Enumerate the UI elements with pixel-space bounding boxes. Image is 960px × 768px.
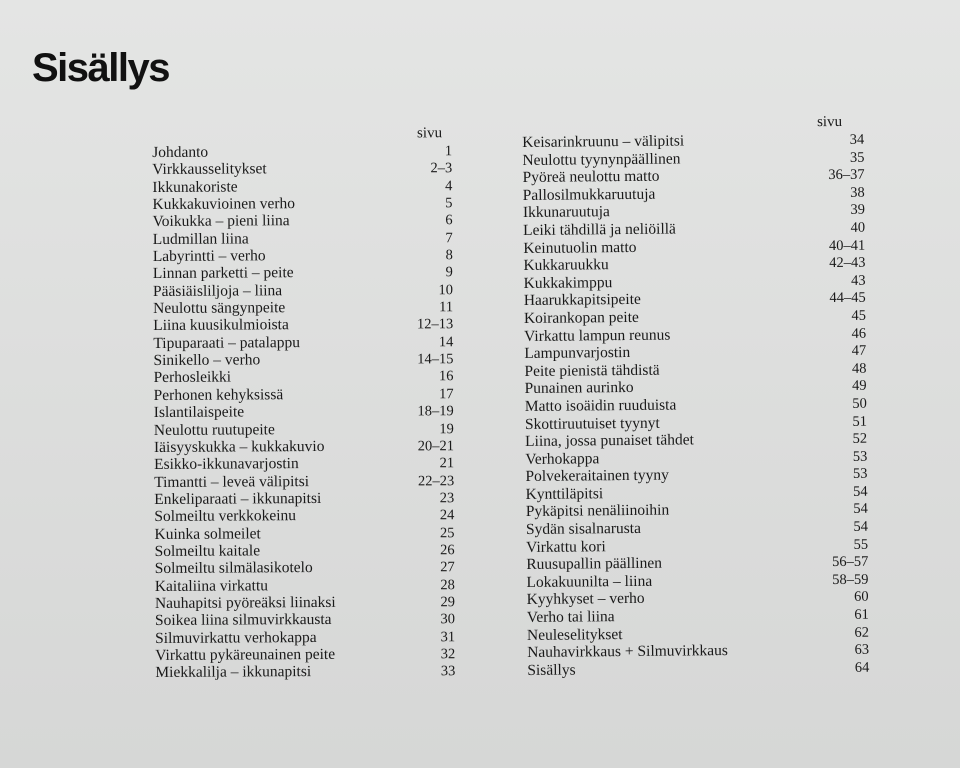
toc-entry — [154, 385, 454, 404]
toc-entry-title: Virkattu kori — [526, 537, 606, 556]
toc-entry — [153, 212, 453, 231]
toc-entry — [152, 177, 452, 196]
toc-entry-title: Soikea liina silmuvirkkausta — [154, 611, 332, 630]
toc-entry — [153, 333, 453, 352]
toc-entry-title: Sydän sisalnarusta — [525, 519, 641, 539]
toc-entry-title: Sinikello – verho — [153, 351, 261, 370]
toc-entry-page: 5 — [445, 195, 453, 212]
toc-entry-page: 22–23 — [417, 472, 455, 489]
toc-entry-title: Haarukkapitsipeite — [523, 291, 641, 310]
toc-entry — [152, 194, 452, 213]
toc-entry-title: Nauhapitsi pyöreäksi liinaksi — [154, 593, 336, 612]
toc-entry-title: Iäisyyskukka – kukkakuvio — [153, 437, 325, 456]
toc-entry-title: Linnan parketti – peite — [152, 264, 294, 283]
toc-entry — [155, 576, 455, 595]
toc-entry — [153, 246, 453, 265]
toc-entry-page: 7 — [445, 229, 453, 246]
toc-entry-page: 49 — [852, 378, 867, 395]
toc-entry — [523, 219, 865, 240]
toc-entry-page: 62 — [854, 624, 870, 641]
toc-entry — [527, 641, 869, 662]
toc-entry — [153, 229, 453, 248]
toc-entry-page: 29 — [440, 594, 455, 611]
toc-entry — [522, 131, 864, 152]
toc-entry — [154, 420, 454, 439]
toc-entry-title: Neulottu sängynpeite — [153, 299, 286, 318]
toc-entry-page: 26 — [440, 542, 455, 559]
toc-entry-page: 53 — [852, 465, 868, 483]
toc-entry-page: 1 — [444, 143, 453, 160]
toc-entry-title: Nauhavirkkaus + Silmuvirkkaus — [527, 642, 728, 662]
toc-entry-title: Kukkakimppu — [523, 273, 613, 292]
toc-entry — [155, 541, 455, 560]
toc-entry — [154, 506, 454, 525]
toc-entry-title: Pallosilmukkaruutuja — [522, 185, 656, 204]
toc-entry-title: Johdanto — [152, 143, 209, 161]
toc-entry — [525, 447, 867, 468]
toc-entry — [524, 289, 866, 310]
toc-entry-page: 35 — [849, 149, 865, 166]
toc-entry-title: Keisarinkruunu – välipitsi — [522, 132, 685, 151]
toc-entry-title: Kyyhkyset – verho — [526, 590, 645, 609]
toc-entry — [155, 610, 455, 629]
toc-entry — [154, 402, 454, 421]
toc-entry-page: 30 — [440, 611, 456, 628]
toc-entry-title: Leiki tähdillä ja neliöillä — [523, 220, 676, 239]
toc-entry — [153, 316, 453, 335]
toc-entry-page: 6 — [445, 212, 453, 229]
toc-entry-page: 61 — [854, 606, 869, 623]
toc-entry — [524, 307, 866, 328]
toc-entry-title: Perhonen kehyksissä — [153, 386, 284, 404]
toc-entry-page: 14 — [438, 333, 454, 351]
toc-entry-page: 47 — [851, 342, 867, 359]
toc-entry — [155, 558, 455, 577]
toc-list — [522, 131, 869, 680]
toc-entry-page: 27 — [440, 559, 455, 576]
toc-entry-page: 40–41 — [828, 237, 866, 254]
page-title: Sisällys — [32, 46, 170, 90]
toc-entry — [154, 437, 454, 456]
toc-entry-page: 58–59 — [832, 571, 869, 588]
toc-entry — [154, 472, 454, 491]
toc-entry — [527, 623, 869, 644]
toc-entry-page: 36–37 — [828, 166, 865, 184]
toc-entry-title: Koirankopan peite — [523, 308, 639, 327]
toc-entry-page: 23 — [439, 490, 455, 507]
toc-entry-title: Miekkalilja – ikkunapitsi — [155, 663, 312, 682]
toc-entry — [152, 142, 452, 161]
toc-entry-page: 17 — [439, 385, 454, 403]
toc-entry-title: Silmuvirkattu verhokappa — [155, 628, 317, 647]
toc-list — [152, 142, 455, 681]
toc-entry-title: Liina, jossa punaiset tähdet — [525, 431, 694, 451]
toc-entry — [152, 160, 452, 179]
toc-entry-title: Ikkunaruutuja — [522, 203, 610, 222]
toc-entry — [155, 593, 455, 612]
toc-entry-page: 55 — [853, 536, 869, 553]
page-column-header: sivu — [816, 113, 843, 131]
toc-entry — [525, 465, 867, 486]
toc-entry — [524, 359, 866, 380]
toc-entry-title: Kukkakuvioinen verho — [152, 195, 296, 214]
toc-entry-title: Pyöreä neulottu matto — [522, 167, 660, 187]
toc-entry-title: Keinutuolin matto — [523, 238, 637, 257]
toc-entry-title: Voikukka – pieni liina — [152, 212, 290, 231]
toc-entry — [523, 201, 865, 222]
toc-entry-title: Liina kuusikulmioista — [153, 316, 289, 335]
toc-entry-page: 8 — [445, 247, 453, 264]
toc-entry-page: 4 — [445, 177, 453, 194]
toc-entry — [527, 606, 869, 627]
toc-entry-page: 31 — [440, 628, 456, 645]
toc-entry-page: 54 — [853, 483, 868, 500]
toc-entry-title: Tipuparaati – patalappu — [153, 333, 301, 352]
toc-entry-title: Kukkaruukku — [523, 256, 609, 275]
toc-entry — [154, 454, 454, 473]
toc-column-right — [522, 113, 869, 680]
toc-entry-page: 39 — [850, 202, 865, 219]
toc-entry — [525, 430, 867, 451]
toc-entry-title: Kuinka solmeilet — [154, 524, 261, 543]
toc-entry-page: 32 — [440, 646, 456, 663]
toc-entry-page: 21 — [439, 455, 455, 472]
toc-entry-title: Solmeiltu verkkokeinu — [154, 507, 297, 526]
toc-entry-page: 51 — [852, 413, 868, 430]
toc-entry — [155, 628, 455, 647]
toc-entry-title: Matto isoäidin ruuduista — [524, 396, 677, 415]
toc-entry-page: 33 — [440, 663, 456, 680]
toc-entry-page: 60 — [854, 589, 869, 606]
toc-entry-title: Esikko-ikkunavarjostin — [154, 455, 299, 474]
toc-entry-page: 28 — [440, 576, 455, 593]
toc-entry — [524, 271, 866, 292]
toc-entry-title: Lampunvarjostin — [524, 344, 631, 363]
toc-entry — [153, 298, 453, 317]
toc-entry-title: Solmeiltu kaitale — [154, 542, 261, 560]
toc-entry — [154, 489, 454, 508]
toc-entry — [525, 395, 867, 416]
toc-entry — [527, 588, 869, 609]
toc-entry-title: Ludmillan liina — [152, 230, 249, 248]
toc-entry-page: 34 — [849, 131, 865, 148]
toc-entry-page: 19 — [439, 420, 454, 437]
toc-entry — [155, 662, 455, 681]
toc-entry-title: Lokakuunilta – liina — [526, 572, 653, 591]
toc-entry-title: Verho tai liina — [526, 608, 615, 627]
toc-entry-page: 9 — [445, 264, 453, 281]
toc-entry-page: 18–19 — [417, 403, 454, 420]
toc-entry — [526, 500, 868, 521]
toc-entry — [526, 553, 868, 574]
toc-column-left — [152, 124, 455, 681]
toc-entry-page: 56–57 — [831, 553, 869, 571]
toc-entry-title: Ruusupallin päällinen — [526, 554, 662, 574]
toc-entry — [523, 183, 865, 204]
toc-entry-title: Virkattu pykäreunainen peite — [155, 645, 336, 664]
toc-entry — [526, 518, 868, 539]
toc-entry-title: Pykäpitsi nenäliinoihin — [525, 502, 670, 521]
toc-entry-title: Kynttiläpitsi — [525, 485, 604, 503]
toc-entry-page: 53 — [852, 448, 868, 465]
toc-entry-page: 42–43 — [829, 254, 866, 272]
toc-entry — [523, 236, 865, 257]
toc-entry-title: Skottiruutuiset tyynyt — [524, 414, 660, 433]
toc-entry — [525, 377, 867, 398]
toc-entry-title: Solmeiltu silmälasikotelo — [154, 559, 313, 578]
toc-entry-title: Timantti – leveä välipitsi — [154, 472, 310, 491]
toc-entry — [155, 645, 455, 664]
toc-entry-title: Perhosleikki — [153, 368, 232, 387]
toc-entry — [522, 148, 864, 169]
toc-entry — [154, 524, 454, 543]
toc-entry-page: 20–21 — [417, 438, 455, 455]
toc-entry-title: Pääsiäisliljoja – liina — [152, 281, 283, 300]
toc-entry — [153, 350, 453, 369]
toc-entry-page: 63 — [854, 641, 870, 659]
toc-entry-title: Kaitaliina virkattu — [154, 576, 269, 595]
toc-entry-page: 24 — [439, 507, 455, 524]
toc-entry-page: 12–13 — [416, 316, 454, 333]
toc-entry-title: Polvekeraitainen tyyny — [525, 466, 669, 486]
toc-entry-page: 52 — [852, 430, 868, 447]
page-column-header: sivu — [416, 125, 443, 142]
toc-entry-page: 38 — [850, 184, 865, 201]
toc-entry-title: Sisällys — [527, 661, 576, 679]
toc-entry-title: Islantilaispeite — [153, 403, 245, 422]
toc-entry-title: Neulottu tyynynpäällinen — [522, 150, 681, 169]
toc-entry — [526, 483, 868, 504]
toc-entry — [523, 166, 865, 187]
toc-entry — [153, 264, 453, 283]
toc-entry-page: 54 — [853, 501, 868, 518]
toc-entry-title: Enkeliparaati – ikkunapitsi — [154, 489, 322, 508]
toc-entry-title: Labyrintti – verho — [152, 247, 266, 266]
toc-entry-title: Ikkunakoriste — [152, 178, 238, 196]
toc-entry-page: 25 — [439, 524, 455, 541]
toc-entry-page: 2–3 — [430, 160, 453, 177]
toc-entry-page: 44–45 — [829, 290, 866, 307]
toc-entry — [527, 659, 869, 680]
toc-entry-page: 45 — [851, 307, 867, 324]
toc-entry — [523, 254, 865, 275]
toc-entry — [524, 342, 866, 363]
toc-entry-page: 48 — [851, 360, 867, 377]
toc-entry — [526, 535, 868, 556]
toc-entry — [153, 281, 453, 300]
toc-entry-page: 64 — [854, 659, 870, 676]
toc-entry-page: 11 — [439, 299, 454, 316]
toc-entry — [524, 324, 866, 345]
toc-entry-title: Punainen aurinko — [524, 379, 634, 398]
toc-entry-title: Verhokappa — [525, 449, 600, 468]
toc-entry-page: 16 — [438, 368, 454, 385]
toc-entry-page: 54 — [853, 518, 869, 535]
toc-entry — [153, 368, 453, 387]
toc-entry-page: 50 — [852, 395, 867, 412]
toc-entry-title: Peite pienistä tähdistä — [524, 361, 660, 380]
toc-entry — [525, 412, 867, 433]
toc-entry-title: Neulottu ruutupeite — [153, 420, 275, 439]
toc-entry-title: Virkkausselitykset — [152, 160, 267, 179]
toc-entry-title: Virkattu lampun reunus — [524, 326, 671, 345]
toc-entry-title: Neuleselitykset — [526, 625, 623, 644]
toc-entry-page: 14–15 — [417, 351, 454, 368]
toc-entry-page: 10 — [438, 281, 454, 299]
toc-entry-page: 40 — [850, 219, 866, 236]
toc-entry — [526, 571, 868, 592]
toc-entry-page: 46 — [851, 325, 867, 342]
toc-entry-page: 43 — [851, 272, 866, 289]
